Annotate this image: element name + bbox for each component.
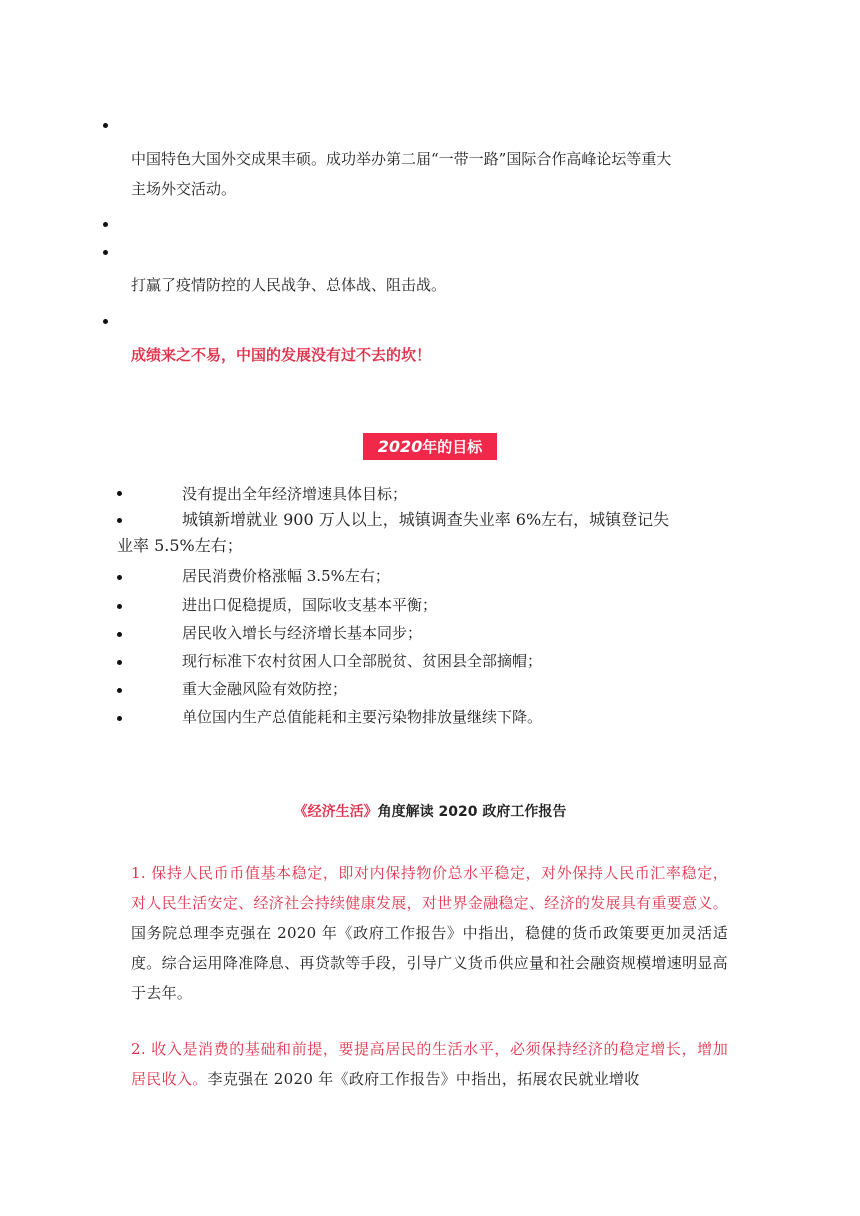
goal-bullet [117, 491, 122, 496]
goal-bullet [117, 632, 122, 637]
goal-item: 没有提出全年经济增速具体目标； [182, 485, 408, 503]
goal-bullet [117, 575, 122, 580]
goal-item: 居民收入增长与经济增长基本同步； [182, 624, 423, 642]
goals-heading-year: 2020 [377, 437, 423, 456]
list-bullet [103, 123, 108, 128]
list-item-text-cont: 主场外交活动。 [131, 180, 237, 198]
list-item-text: 中国特色大国外交成果丰硕。成功举办第二届“一带一路”国际合作高峰论坛等重大 [131, 150, 672, 168]
goal-item-cont: 业率 5.5%左右； [117, 536, 243, 555]
goal-item: 重大金融风险有效防控； [182, 680, 348, 698]
goal-item: 城镇新增就业 900 万人以上，城镇调查失业率 6%左右，城镇登记失 [182, 510, 670, 529]
goal-bullet [117, 688, 122, 693]
conclusion-text: 成绩来之不易，中国的发展没有过不去的坎！ [131, 346, 432, 364]
goal-bullet [117, 716, 122, 721]
goal-item: 居民消费价格涨幅 3.5%左右； [182, 567, 390, 585]
section-title [0, 797, 860, 827]
goals-heading-text: 年的目标 [422, 438, 483, 456]
paragraph-1-body: 国务院总理李克强在 2020 年《政府工作报告》中指出，稳健的货币政策要更加灵活适度。综合运用降准降息、再贷款等手段，引导广义货币供应量和社会融资规模增速明显高于去年。 [131, 924, 728, 1002]
section-title-book: 《经济生活》 [293, 804, 378, 820]
list-item-text: 打赢了疫情防控的人民战争、总体战、阻击战。 [131, 276, 447, 294]
goals-heading [363, 433, 497, 460]
section-title-rest: 角度解读 2020 政府工作报告 [377, 804, 567, 820]
list-bullet [103, 319, 108, 324]
paragraph-1 [131, 858, 728, 1008]
goal-bullet [117, 604, 122, 609]
list-bullet [103, 222, 108, 227]
paragraph-2-highlight: 2. 收入是消费的基础和前提，要提高居民的生活水平，必须保持经济的稳定增长，增加居民收入。 [131, 1040, 728, 1088]
goal-bullet [117, 660, 122, 665]
list-bullet [103, 250, 108, 255]
goal-bullet [117, 518, 122, 523]
goal-item: 进出口促稳提质，国际收支基本平衡； [182, 596, 438, 614]
goal-item: 单位国内生产总值能耗和主要污染物排放量继续下降。 [182, 708, 543, 726]
goal-item: 现行标准下农村贫困人口全部脱贫、贫困县全部摘帽； [182, 652, 543, 670]
paragraph-2-body: 李克强在 2020 年《政府工作报告》中指出，拓展农民就业增收 [207, 1070, 640, 1088]
paragraph-2 [131, 1034, 728, 1094]
paragraph-1-highlight: 1. 保持人民币币值基本稳定，即对内保持物价总水平稳定，对外保持人民币汇率稳定，对人民生活安定、经济社会持续健康发展，对世界金融稳定、经济的发展具有重要意义。 [131, 864, 728, 912]
